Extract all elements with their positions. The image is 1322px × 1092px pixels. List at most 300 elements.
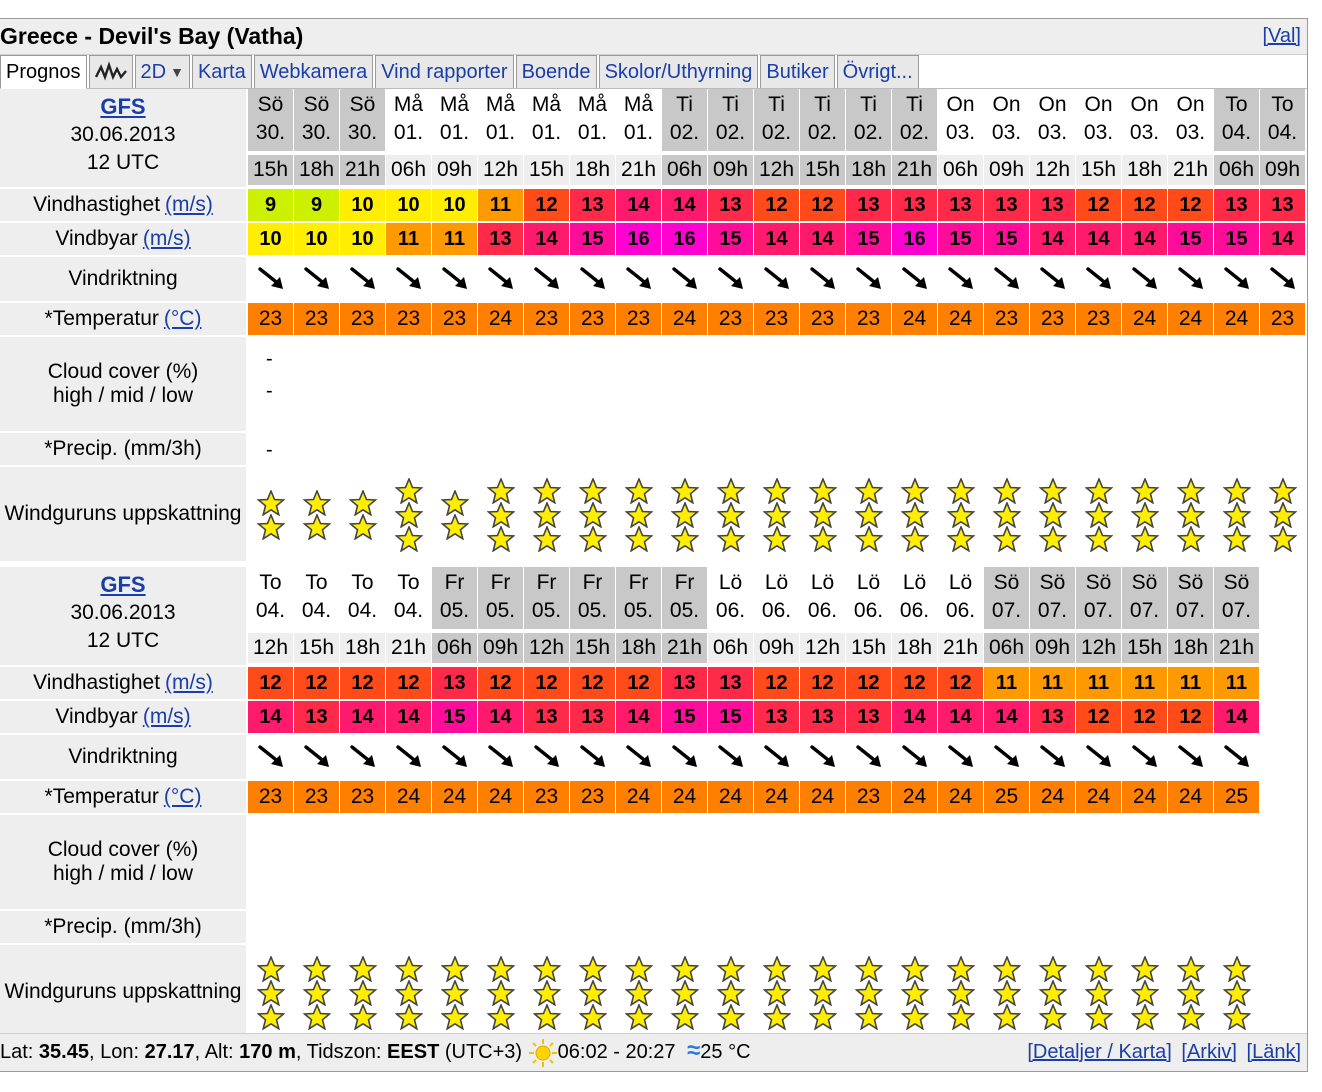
day-date-cell (1076, 89, 1122, 153)
day-date: 02. (669, 121, 700, 144)
unit-link[interactable]: (°C) (163, 785, 202, 808)
wind-direction-cells (246, 735, 1260, 781)
wind-speed-label-text: Vindhastighet (33, 671, 161, 694)
wind-gust-cell: 11 (386, 223, 432, 257)
day-date: 05. (577, 599, 608, 622)
star-icon (1177, 502, 1205, 528)
day-name: To (351, 571, 374, 594)
tab-7[interactable] (599, 55, 759, 88)
day-date-cell (662, 89, 708, 153)
star-icon (1177, 980, 1205, 1006)
day-date: 04. (347, 599, 378, 622)
cloud-mark: - (266, 348, 273, 370)
wind-direction-arrow-icon (486, 742, 516, 772)
wind-direction-arrow-icon (348, 264, 378, 294)
tab-meteogram[interactable] (89, 55, 133, 88)
cloud-label-1: Cloud cover (%) (47, 360, 199, 383)
day-date-cell (1214, 89, 1260, 153)
star-icon (303, 1004, 331, 1030)
wind-direction-cell (938, 257, 984, 303)
cloud-label-1: Cloud cover (%) (47, 838, 199, 861)
temperature-cell: 24 (708, 781, 754, 815)
wind-direction-arrow-icon (532, 264, 562, 294)
day-date: 03. (991, 121, 1022, 144)
day-date: 30. (301, 121, 332, 144)
wind-gust-cell: 14 (1122, 223, 1168, 257)
temperature-cell: 23 (570, 303, 616, 337)
star-icon (671, 526, 699, 552)
star-icon (855, 980, 883, 1006)
star-icon (763, 502, 791, 528)
wind-speed-cell: 12 (524, 667, 570, 701)
star-icon (947, 956, 975, 982)
rating-cell (846, 467, 892, 563)
wind-direction-arrow-icon (394, 264, 424, 294)
rating-cell (1122, 467, 1168, 563)
wind-direction-arrow-icon (440, 742, 470, 772)
day-name: On (992, 93, 1021, 116)
star-icon (487, 502, 515, 528)
star-icon (1131, 526, 1159, 552)
day-name: Ti (906, 93, 923, 116)
wind-direction-cell (386, 735, 432, 781)
wind-speed-cells (246, 189, 1306, 223)
temperature-cell: 23 (294, 781, 340, 815)
temperature-cell: 23 (984, 303, 1030, 337)
star-icon (671, 980, 699, 1006)
rating-cell (524, 467, 570, 563)
temperature-cell: 24 (616, 781, 662, 815)
tab-6[interactable] (516, 55, 597, 88)
unit-link[interactable]: (m/s) (142, 227, 191, 250)
hour-cell: 09h (1030, 631, 1076, 665)
wind-direction-cell (1076, 257, 1122, 303)
wind-direction-arrow-icon (1038, 742, 1068, 772)
wind-gust-cell: 14 (984, 701, 1030, 735)
star-icon (1131, 980, 1159, 1006)
star-icon (487, 1004, 515, 1030)
tab-0[interactable] (0, 55, 87, 89)
star-icon (257, 956, 285, 982)
temperature-cell: 23 (846, 303, 892, 337)
wind-gust-cell: 15 (432, 701, 478, 735)
star-icon (1131, 502, 1159, 528)
wind-direction-cell (1214, 257, 1260, 303)
time-column (662, 567, 708, 667)
temperature-cell: 24 (892, 303, 938, 337)
tz-offset: (UTC+3) (444, 1041, 523, 1064)
hour-cell: 15h (846, 631, 892, 665)
wind-speed-cell: 12 (800, 189, 846, 223)
details-map-link[interactable]: [Detaljer / Karta] (1027, 1041, 1172, 1063)
time-column (524, 89, 570, 189)
time-column (708, 567, 754, 667)
wind-direction-cell (708, 735, 754, 781)
tab-label: Prognos (6, 60, 81, 83)
wind-gust-cell: 11 (432, 223, 478, 257)
hour-cell: 21h (386, 631, 432, 665)
day-name: Sö (1039, 571, 1066, 594)
wind-direction-cell (1168, 735, 1214, 781)
star-icon (855, 526, 883, 552)
star-icon (809, 502, 837, 528)
temperature-cell: 24 (386, 781, 432, 815)
wind-gust-cell: 10 (294, 223, 340, 257)
day-date: 07. (1083, 599, 1114, 622)
rating-cell (1030, 467, 1076, 563)
star-icon (763, 1004, 791, 1030)
star-icon (855, 1004, 883, 1030)
wind-gust-row (0, 701, 1307, 735)
star-icon (809, 956, 837, 982)
temperature-label-text: *Temperatur (44, 307, 159, 330)
star-icon (1223, 956, 1251, 982)
wind-direction-cell (570, 735, 616, 781)
star-icon (717, 478, 745, 504)
wind-direction-cell (662, 257, 708, 303)
wind-speed-row (0, 667, 1307, 701)
star-icon (809, 526, 837, 552)
wind-direction-arrow-icon (302, 264, 332, 294)
hour-cell: 18h (616, 631, 662, 665)
wind-gust-cell: 14 (386, 701, 432, 735)
time-column (754, 89, 800, 189)
star-icon (901, 956, 929, 982)
temperature-cell: 24 (1168, 303, 1214, 337)
wind-gust-cell: 13 (754, 701, 800, 735)
star-icon (993, 980, 1021, 1006)
star-icon (349, 514, 377, 540)
link-link[interactable]: [Länk] (1246, 1041, 1301, 1063)
day-date: 07. (1175, 599, 1206, 622)
time-column (294, 567, 340, 667)
windguru-forecast-window (0, 18, 1308, 1072)
day-date-cell (1122, 89, 1168, 153)
header-cells (246, 567, 1260, 667)
wave-icon (95, 61, 127, 83)
temperature-cell: 23 (386, 303, 432, 337)
hour-cell: 06h (662, 153, 708, 187)
day-date: 01. (439, 121, 470, 144)
star-icon (441, 980, 469, 1006)
day-name: Ti (768, 93, 785, 116)
temperature-cell: 24 (478, 303, 524, 337)
unit-link[interactable]: (°C) (163, 307, 202, 330)
star-icon (809, 478, 837, 504)
star-icon (303, 956, 331, 982)
star-icon (717, 502, 745, 528)
wind-direction-row (0, 257, 1307, 303)
hour-cell: 09h (1260, 153, 1306, 187)
hour-cell: 12h (754, 153, 800, 187)
day-date-cell (340, 89, 386, 153)
day-name: Fr (582, 571, 603, 594)
wind-direction-cell (800, 735, 846, 781)
day-date: 05. (531, 599, 562, 622)
hour-cell: 12h (524, 631, 570, 665)
rating-cell (754, 467, 800, 563)
star-icon (1177, 956, 1205, 982)
day-date: 07. (1037, 599, 1068, 622)
wind-speed-cell: 12 (1122, 189, 1168, 223)
day-date-cell (294, 89, 340, 153)
time-column (432, 567, 478, 667)
wind-direction-cell (340, 257, 386, 303)
rating-row (0, 467, 1307, 563)
time-column (1260, 89, 1306, 189)
day-date: 05. (669, 599, 700, 622)
wind-gust-cell: 13 (294, 701, 340, 735)
hour-cell: 18h (1122, 153, 1168, 187)
day-date: 06. (853, 599, 884, 622)
title-bar (0, 19, 1307, 55)
rating-cell (754, 945, 800, 1041)
rating-cell (386, 945, 432, 1041)
day-name: Lö (902, 571, 927, 594)
wind-speed-cell: 11 (478, 189, 524, 223)
wind-direction-arrow-icon (992, 264, 1022, 294)
star-icon (1223, 502, 1251, 528)
star-icon (579, 526, 607, 552)
wind-speed-cell: 14 (616, 189, 662, 223)
tab-9[interactable] (837, 55, 919, 88)
hour-cell: 18h (846, 153, 892, 187)
day-date-cell (478, 89, 524, 153)
wind-direction-arrow-icon (946, 264, 976, 294)
wind-direction-cell (524, 257, 570, 303)
wind-speed-cell: 12 (938, 667, 984, 701)
wind-speed-cell: 13 (938, 189, 984, 223)
hour-cell: 12h (1030, 153, 1076, 187)
star-icon (441, 1004, 469, 1030)
hour-cell: 06h (432, 631, 478, 665)
star-icon (579, 956, 607, 982)
cloud-cover-label (0, 337, 246, 433)
rating-cell (570, 467, 616, 563)
wind-speed-cell: 13 (432, 667, 478, 701)
wind-speed-label-text: Vindhastighet (33, 193, 161, 216)
tab-label: Webkamera (259, 60, 368, 83)
star-icon (257, 1004, 285, 1030)
wind-speed-cell: 10 (432, 189, 478, 223)
wind-speed-cell: 11 (1030, 667, 1076, 701)
caret-down-icon: ▼ (170, 64, 184, 80)
precip-marks (246, 911, 266, 945)
hour-cell: 06h (708, 631, 754, 665)
wind-direction-cell (616, 257, 662, 303)
day-name: Sö (1085, 571, 1112, 594)
precip-label (0, 911, 246, 945)
day-date: 01. (485, 121, 516, 144)
wind-speed-cell: 9 (294, 189, 340, 223)
rating-cell (1214, 467, 1260, 563)
day-date-cell (616, 89, 662, 153)
tab-5[interactable] (375, 55, 513, 88)
day-name: On (1130, 93, 1159, 116)
star-icon (717, 1004, 745, 1030)
rating-cell (248, 467, 294, 563)
star-icon (763, 478, 791, 504)
time-column (616, 567, 662, 667)
day-date-cell (938, 89, 984, 153)
time-column (1076, 89, 1122, 189)
day-name: Lö (810, 571, 835, 594)
val-link[interactable]: [Val] (1262, 25, 1301, 47)
wind-direction-cell (570, 257, 616, 303)
day-name: To (259, 571, 282, 594)
day-name: Må (485, 93, 516, 116)
star-icon (349, 1004, 377, 1030)
day-date-cell (708, 89, 754, 153)
wind-gust-cell: 13 (524, 701, 570, 735)
forecast-blocks (0, 89, 1307, 1041)
star-icon (1039, 956, 1067, 982)
rating-cell (294, 467, 340, 563)
day-date-cell (340, 567, 386, 631)
day-name: Sö (1223, 571, 1250, 594)
wind-direction-arrow-icon (1084, 742, 1114, 772)
temperature-cell: 23 (294, 303, 340, 337)
time-column (662, 89, 708, 189)
day-date: 04. (393, 599, 424, 622)
star-icon (533, 526, 561, 552)
day-date: 30. (255, 121, 286, 144)
wind-direction-arrow-icon (808, 264, 838, 294)
day-name: Ti (860, 93, 877, 116)
temperature-cells (246, 781, 1260, 815)
wind-gust-cell: 15 (1214, 223, 1260, 257)
wind-gust-cell: 14 (1214, 701, 1260, 735)
star-icon (1085, 526, 1113, 552)
star-icon (487, 956, 515, 982)
day-date-cell (248, 567, 294, 631)
day-date-cell (432, 89, 478, 153)
time-column (938, 567, 984, 667)
day-date-cell (938, 567, 984, 631)
day-name: Fr (444, 571, 465, 594)
star-icon (579, 502, 607, 528)
temperature-cell: 23 (846, 781, 892, 815)
run-utc: 12 UTC (86, 629, 160, 652)
hour-cell: 21h (662, 631, 708, 665)
tab-label: 2D (140, 60, 167, 83)
archive-link[interactable]: [Arkiv] (1181, 1041, 1237, 1063)
sun-times: 06:02 - 20:27 (557, 1041, 676, 1064)
run-utc: 12 UTC (86, 151, 160, 174)
day-date: 03. (1037, 121, 1068, 144)
day-name: To (1271, 93, 1294, 116)
wind-gust-cell: 13 (570, 701, 616, 735)
wind-speed-cell: 13 (662, 667, 708, 701)
star-icon (901, 526, 929, 552)
day-date: 04. (301, 599, 332, 622)
wind-gust-cell: 14 (248, 701, 294, 735)
day-name: On (1038, 93, 1067, 116)
tab-2[interactable] (135, 55, 190, 88)
day-date: 01. (393, 121, 424, 144)
temperature-cell: 23 (1076, 303, 1122, 337)
hour-cell: 06h (1214, 153, 1260, 187)
star-icon (579, 478, 607, 504)
precip-mark: - (266, 438, 273, 461)
wind-direction-cell (524, 735, 570, 781)
wind-direction-cell (892, 735, 938, 781)
spot-title: Greece - Devil's Bay (Vatha) (0, 23, 304, 49)
wind-direction-arrow-icon (716, 742, 746, 772)
tab-8[interactable] (760, 55, 834, 88)
wind-speed-cell: 12 (800, 667, 846, 701)
wind-direction-arrow-icon (1176, 264, 1206, 294)
wind-gust-cell: 15 (708, 701, 754, 735)
wind-gust-cell: 10 (340, 223, 386, 257)
wind-speed-label (0, 189, 246, 223)
wind-direction-arrow-icon (670, 742, 700, 772)
tab-3[interactable] (192, 55, 252, 88)
hour-cell: 15h (570, 631, 616, 665)
tab-4[interactable] (254, 55, 373, 88)
forecast-block-1 (0, 567, 1307, 1041)
hour-cell: 21h (340, 153, 386, 187)
time-column (478, 567, 524, 667)
model-link[interactable]: GFS (100, 94, 146, 119)
day-date-cell (708, 567, 754, 631)
rating-cell (294, 945, 340, 1041)
temperature-cell: 24 (1168, 781, 1214, 815)
day-name: On (1176, 93, 1205, 116)
wind-direction-cell (432, 735, 478, 781)
model-link[interactable]: GFS (100, 572, 146, 597)
wind-gust-cell: 16 (662, 223, 708, 257)
hour-cell: 12h (478, 153, 524, 187)
temperature-cell: 24 (754, 781, 800, 815)
precip-row (0, 433, 1307, 467)
model-cell (0, 89, 246, 189)
day-date: 01. (531, 121, 562, 144)
unit-link[interactable]: (m/s) (142, 705, 191, 728)
day-name: Lö (948, 571, 973, 594)
star-icon (395, 1004, 423, 1030)
wind-speed-cell: 10 (340, 189, 386, 223)
day-date: 02. (761, 121, 792, 144)
temperature-cell: 23 (340, 781, 386, 815)
star-icon (395, 956, 423, 982)
wind-speed-cell: 13 (984, 189, 1030, 223)
wind-gust-cell: 16 (616, 223, 662, 257)
star-icon (1085, 478, 1113, 504)
day-name: Fr (490, 571, 511, 594)
unit-link[interactable]: (m/s) (165, 671, 213, 694)
day-date: 02. (899, 121, 930, 144)
star-icon (901, 1004, 929, 1030)
wind-direction-cell (984, 257, 1030, 303)
temperature-cell: 24 (1122, 303, 1168, 337)
star-icon (717, 980, 745, 1006)
temperature-cell: 25 (984, 781, 1030, 815)
star-icon (441, 956, 469, 982)
star-icon (1177, 478, 1205, 504)
unit-link[interactable]: (m/s) (165, 193, 213, 216)
temperature-row (0, 303, 1307, 337)
star-icon (1039, 526, 1067, 552)
hour-cell: 09h (432, 153, 478, 187)
star-icon (625, 1004, 653, 1030)
star-icon (855, 478, 883, 504)
wind-gust-cell: 14 (892, 701, 938, 735)
star-icon (1223, 980, 1251, 1006)
temperature-cell: 24 (1214, 303, 1260, 337)
rating-cell (616, 467, 662, 563)
wind-speed-cell: 11 (1076, 667, 1122, 701)
